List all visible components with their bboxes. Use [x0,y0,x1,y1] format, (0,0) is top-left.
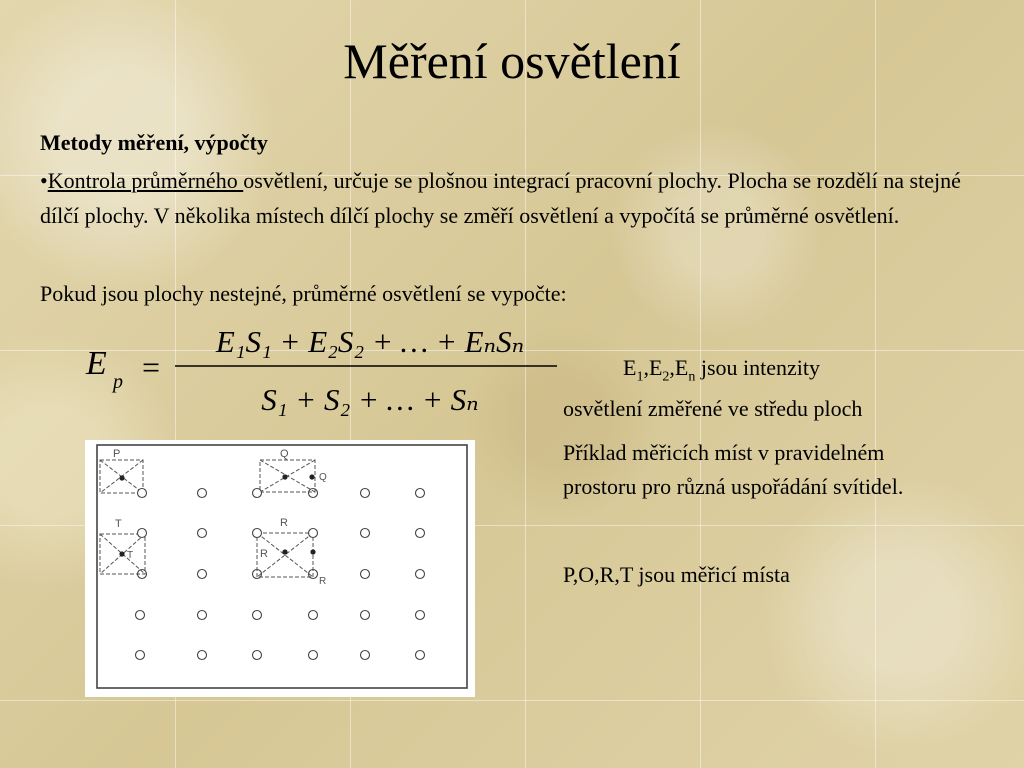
luminaire-circle [138,529,147,538]
luminaire-circle [198,529,207,538]
formula-lhs-subscript: p [113,371,123,393]
luminaire-circle [198,611,207,620]
background-grid-line [0,700,1024,701]
measurement-grid-figure [85,440,475,697]
grid-points [136,489,425,660]
room-outline [97,445,467,688]
luminaire-circle [416,570,425,579]
luminaire-circle [136,611,145,620]
luminaire-circle [253,489,262,498]
measurement-points-text: P,O,R,T jsou měřicí místa [563,562,790,587]
bullet-marker: • [40,168,48,193]
label-p: P [113,448,121,460]
formula-numerator: E₁S₁ + E₂S₂ + … + EₙSₙ [215,324,525,359]
label-q: Q [280,448,289,460]
bullet-paragraph [40,163,990,233]
luminaire-circle [309,651,318,660]
label-r: R [280,517,288,529]
luminaire-circle [309,611,318,620]
formula-legend [563,352,983,425]
formula-equals: = [142,349,161,385]
label-t: T [115,518,122,530]
legend-line-1: $E_1,E_2,E_n$ jsou intenzity [623,355,821,385]
formula-intro: Pokud jsou plochy nestejné, průměrné osvětlení se vypočte: [40,281,567,306]
example-text: Příklad měřicích míst v pravidelném prostoru pro různá uspořádání svítidel. [563,440,904,499]
formula-graphic [80,318,570,428]
luminaire-circle [361,570,370,579]
luminaire-circle [309,489,318,498]
average-illuminance-formula [80,318,570,428]
luminaire-circle [253,529,262,538]
luminaire-circle [253,611,262,620]
label-t-small: T [127,550,134,561]
legend-line-2: osvětlení změřené ve středu ploch [563,396,863,422]
luminaire-circle [361,651,370,660]
luminaire-circle [416,489,425,498]
bullet-text: osvětlení, určuje se plošnou integrací pracovní plochy. Plocha se rozdělí na stejné dílčí plochy. V několika místech dílčí plochy se změří osvětlení a vypočítá se průměrné osvětlení. [40,168,961,228]
subheading: Metody měření, výpočty [40,130,268,155]
luminaire-circle [416,529,425,538]
slide-title: Měření osvětlení [343,33,681,89]
point-q [282,474,287,479]
label-q-small: Q [319,472,327,483]
luminaire-circle [136,651,145,660]
formula-denominator: S₁ + S₂ + … + Sₙ [261,382,479,417]
luminaire-circle [198,570,207,579]
point-t [119,551,124,556]
luminaire-circle [198,651,207,660]
point-r [282,549,287,554]
luminaire-circle [361,611,370,620]
luminaire-circle [198,489,207,498]
luminaire-circle [416,651,425,660]
label-r: R [260,548,268,560]
label-r: R [319,576,327,587]
luminaire-circle [361,529,370,538]
luminaire-circle [361,489,370,498]
bullet-link[interactable]: Kontrola průměrného [47,168,244,193]
point-p [119,475,124,480]
point-q [309,474,314,479]
point-r [310,549,315,554]
luminaire-circle [416,611,425,620]
luminaire-circle [253,651,262,660]
zone-q [260,460,315,492]
luminaire-circle [138,489,147,498]
luminaire-circle [309,529,318,538]
measurement-diagram [85,440,475,697]
formula-lhs: E [86,345,107,382]
